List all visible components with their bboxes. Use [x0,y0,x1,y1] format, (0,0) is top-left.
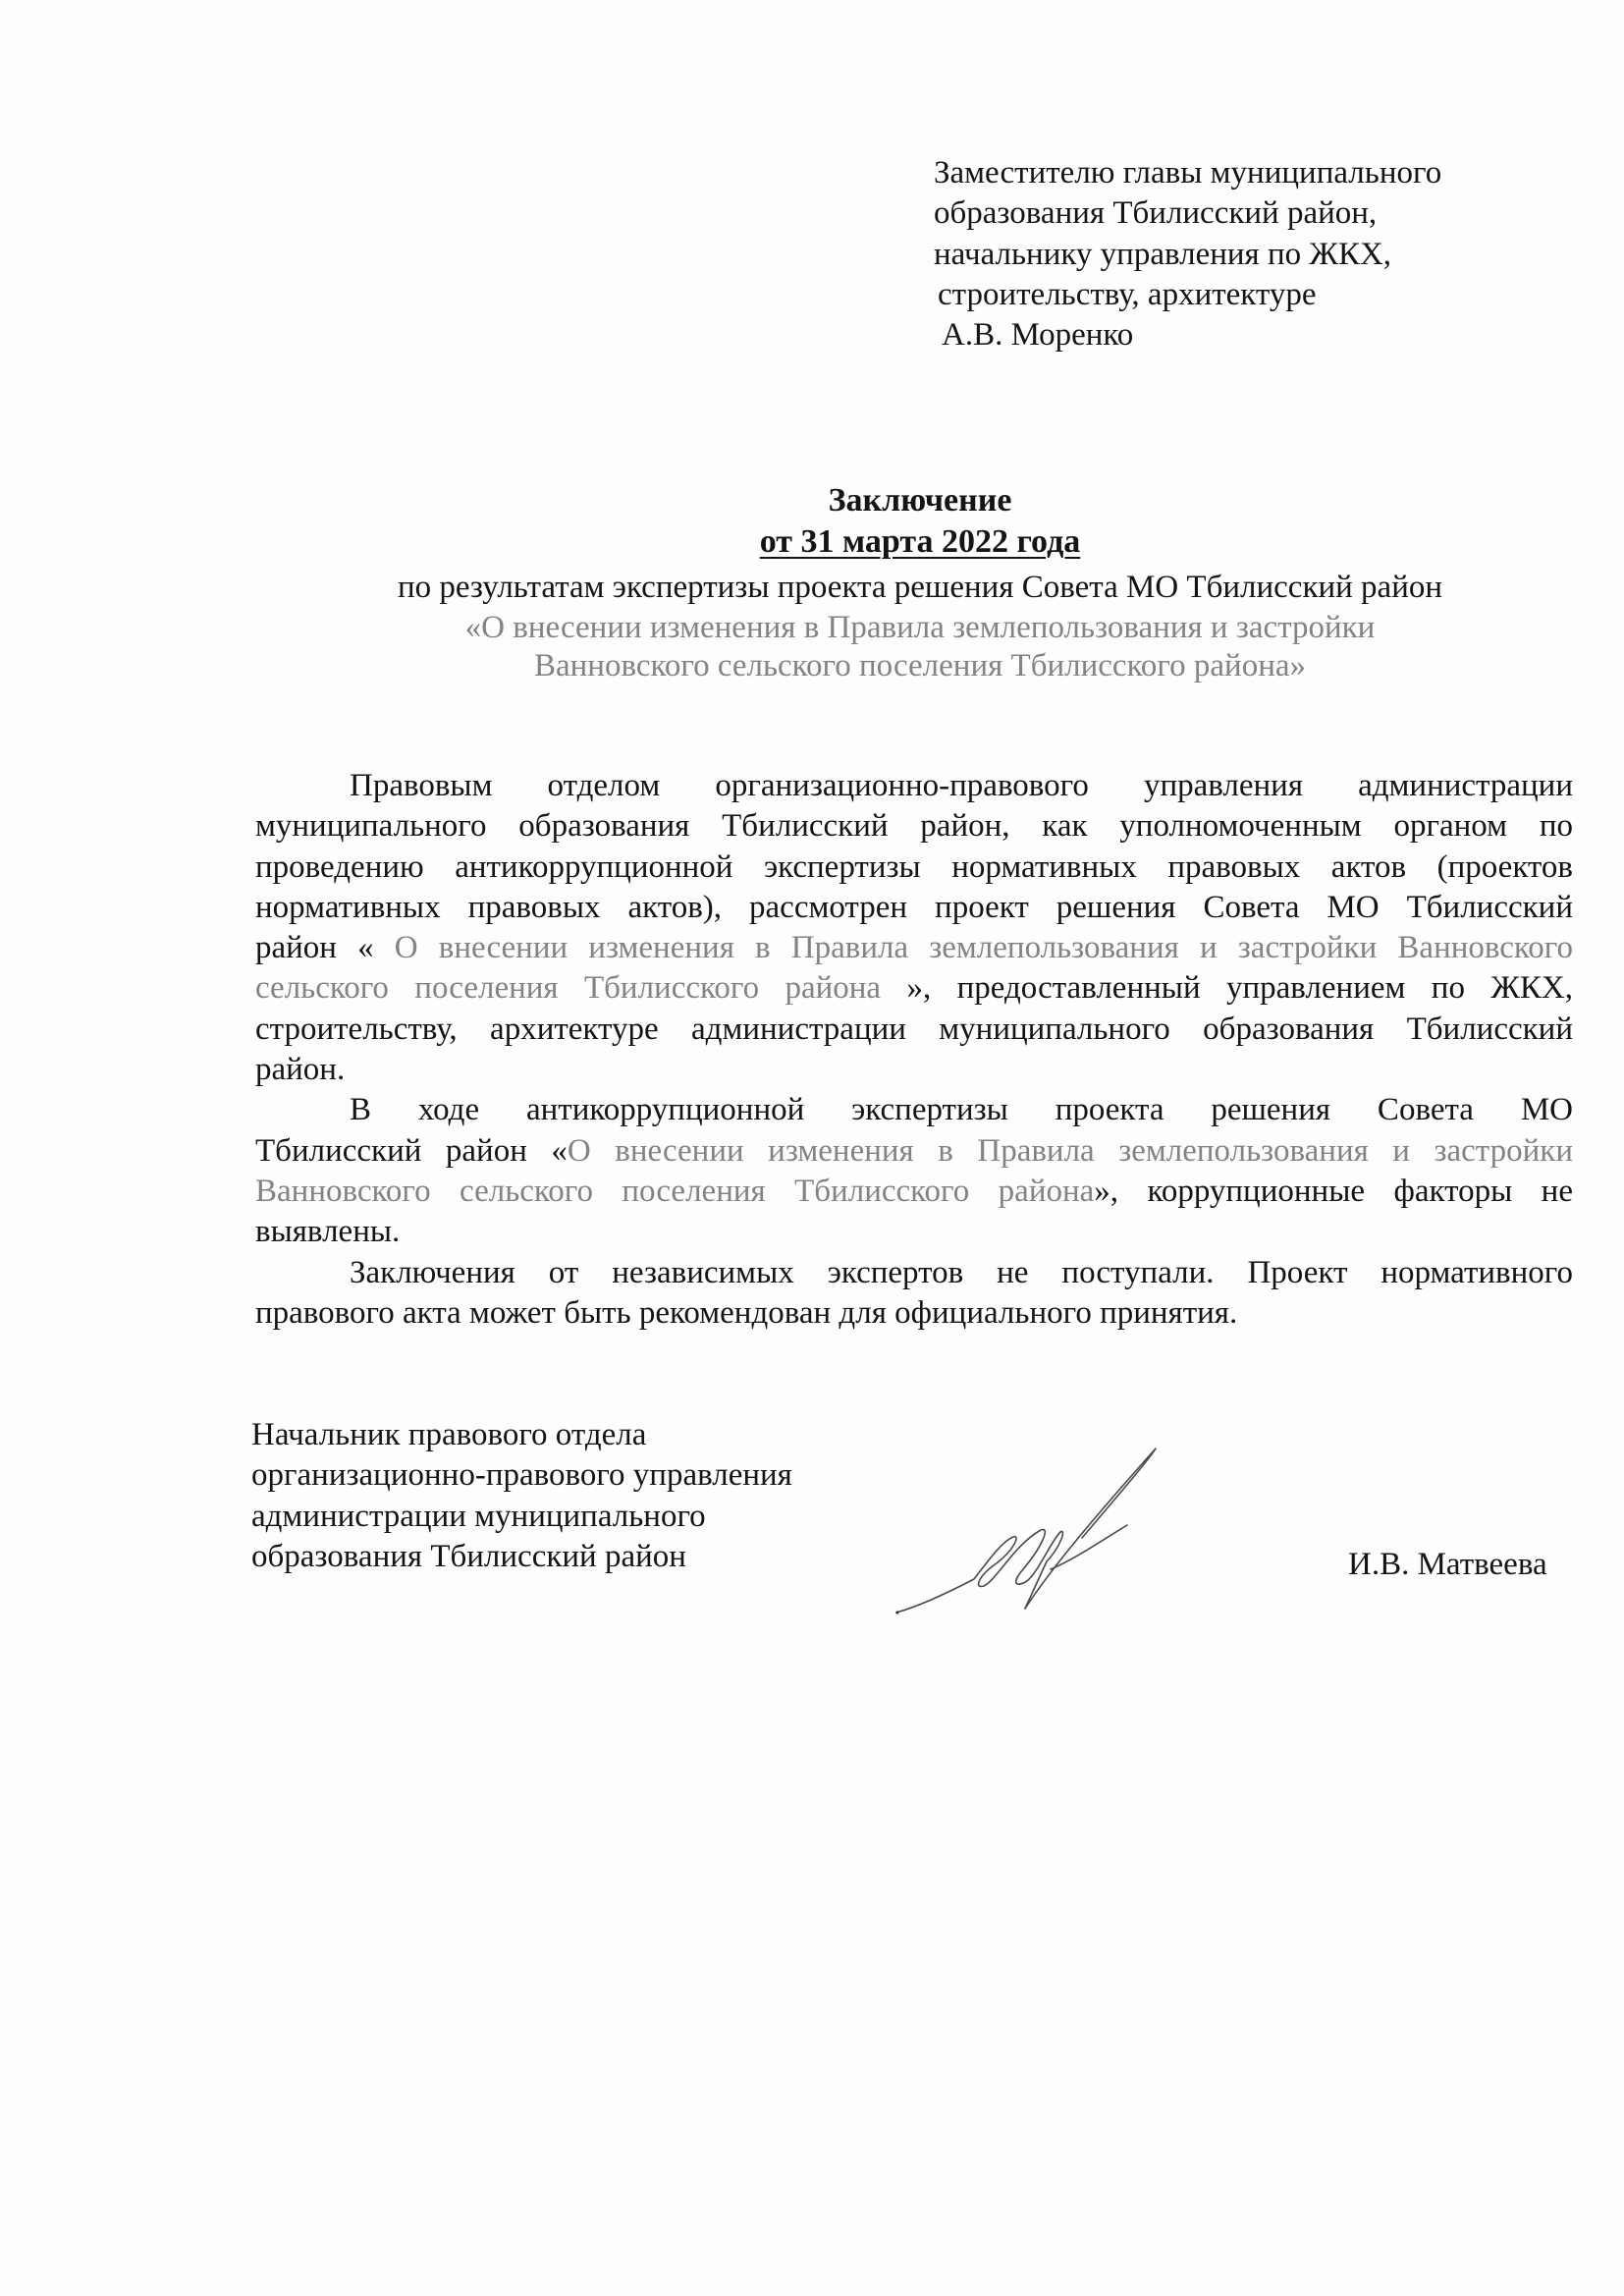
text-segment: район. [255,1052,346,1088]
paragraph-1-line [255,766,1573,806]
document-body [255,766,1573,1334]
text-segment: проведению антикоррупционной экспертизы нормативных правовых актов (проектов [255,848,1573,885]
addressee-line: образования Тбилисский район, [934,195,1378,232]
paragraph-1-line [255,806,1573,847]
paragraph-2-line [255,1212,1573,1252]
signer-position-line: Начальник правового отдела [251,1417,647,1452]
signer-name: И.В. Матвеева [1348,1547,1547,1582]
paragraph-2-line [255,1172,1573,1212]
text-segment: правового акта может быть рекомендован для официального принятия. [255,1294,1238,1331]
handwritten-signature-icon [864,1444,1178,1650]
paragraph-3-line [255,1253,1573,1293]
document-date-text: от 31 марта 2022 года [759,523,1081,560]
text-segment: Тбилисский район « [255,1132,568,1169]
signer-position-line: администрации муниципального [251,1498,706,1534]
text-segment: муниципального образования Тбилисский район, как уполномоченным органом по [255,808,1573,845]
text-segment: район « [255,930,395,966]
text-segment: строительству, архитектуре администрации муниципального образования Тбилисский [255,1011,1573,1047]
paragraph-1-line [255,888,1573,928]
quoted-title-segment: О внесении изменения в Правила землепользования и застройки Ванновского [394,930,1574,966]
signature-stroke-loops [896,1529,1062,1613]
text-segment: Правовым отделом организационно-правового управления администрации [350,768,1573,803]
signature-stroke-main [1025,1449,1156,1609]
quoted-title-segment: О внесении изменения в Правила землепользования и застройки [567,1132,1573,1169]
quoted-title-segment: Ванновского сельского поселения Тбилисского района [255,1173,1095,1209]
quoted-title-segment: сельского поселения Тбилисского района [255,970,882,1007]
addressee-line: начальнику управления по ЖКХ, [934,236,1392,272]
signer-position-block [251,1415,899,1577]
paragraph-2-line [255,1131,1573,1172]
text-segment: », предоставленный управлением по ЖКХ, [881,970,1573,1007]
signature-start-dot [895,1611,898,1613]
text-segment: В ходе антикоррупционной экспертизы проекта решения Совета МО [350,1092,1573,1128]
document-date [255,521,1585,562]
document-title: Заключение [828,482,1012,519]
text-segment: Заключения от независимых экспертов не поступали. Проект нормативного [350,1254,1573,1290]
document-subject-line: по результатам экспертизы проекта решения Совета МО Тбилисский район [397,570,1443,605]
document-subject-quote-line: Ванновского сельского поселения Тбилисского района» [533,648,1307,683]
paragraph-1-line [255,928,1573,968]
addressee-line: строительству, архитектуре [938,276,1317,312]
paragraph-1-line [255,1050,1573,1090]
text-segment: выявлены. [255,1214,401,1250]
paragraph-2-line [255,1090,1573,1130]
paragraph-1-line [255,968,1573,1009]
addressee-name: А.В. Моренко [942,317,1134,354]
text-segment: », коррупционные факторы не [1094,1173,1573,1209]
signer-position-line: образования Тбилисский район [251,1538,686,1574]
signer-position-line: организационно-правового управления [251,1457,792,1494]
text-segment: нормативных правовых актов), рассмотрен проект решения Совета МО Тбилисский [255,889,1573,925]
addressee-line: Заместителю главы муниципального [934,155,1442,191]
paragraph-3-line [255,1293,1573,1334]
paragraph-1-line [255,847,1573,888]
paragraph-1-line [255,1010,1573,1050]
document-subject-quote-line: «О внесении изменения в Правила землепользования и застройки [464,610,1376,645]
